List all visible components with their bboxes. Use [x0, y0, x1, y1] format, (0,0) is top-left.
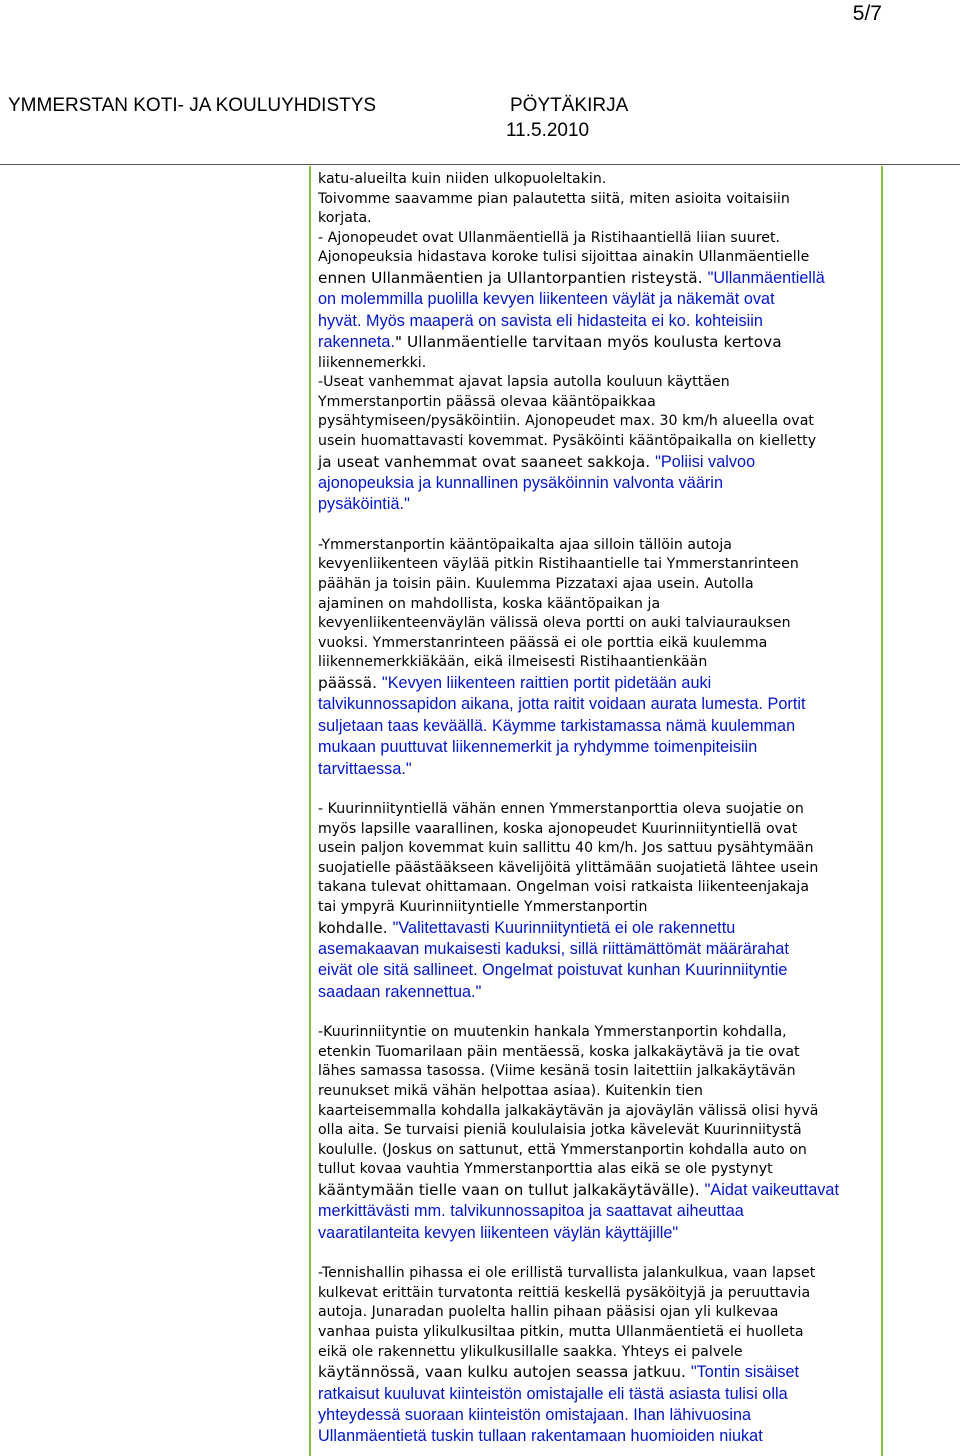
text-line: [318, 1384, 888, 1405]
minutes-text: autoja. Junaradan puolelta hallin pihaan pääsisi ojan yli kulkevaa: [318, 1304, 779, 1321]
text-line: [318, 939, 888, 960]
reply-text: vaaratilanteita kevyen liikenteen väylän käyttäjille": [318, 1223, 679, 1242]
reply-text: "Tontin sisäiset: [690, 1363, 800, 1382]
text-line: [318, 1223, 888, 1244]
minutes-text: eikä ole rakennettu ylikulkusillalle saakka. Yhteys ei palvele: [318, 1343, 743, 1360]
minutes-text: etenkin Tuomarilaan päin mentäessä, koska jalkakäytävä ja tie ovat: [318, 1043, 800, 1060]
text-line: [318, 898, 888, 918]
paragraph-gap: [318, 1244, 888, 1264]
text-line: [318, 473, 888, 494]
minutes-text: olla aita. Se turvaisi pieniä koululaisia jotka kävelevät Kuurinniitystä: [318, 1122, 802, 1139]
text-line: [318, 452, 888, 473]
reply-text: on molemmilla puolilla kevyen liikenteen väylät ja näkemät ovat: [318, 290, 775, 309]
text-line: [318, 311, 888, 332]
document-body: [318, 170, 888, 1448]
minutes-text: kääntymään tielle vaan on tullut jalkakäytävälle).: [318, 1180, 705, 1199]
text-line: [318, 1102, 888, 1122]
header-organization: YMMERSTAN KOTI- JA KOULUYHDISTYS: [8, 95, 377, 116]
reply-text: ratkaisut kuuluvat kiinteistön omistajalle eli tästä asiasta tulisi olla: [318, 1384, 788, 1403]
text-line: [318, 918, 888, 939]
paragraph: [318, 1264, 888, 1448]
reply-text: asemakaavan mukaisesti kaduksi, sillä riittämättömät määrärahat: [318, 939, 789, 958]
text-line: [318, 673, 888, 694]
minutes-text: päässä.: [318, 673, 382, 692]
text-line: [318, 412, 888, 432]
minutes-text: kulkevat erittäin turvatonta reittiä keskellä pysäköityjä ja peruuttavia: [318, 1284, 811, 1301]
reply-text: mukaan puuttuvat liikennemerkit ja ryhdymme toimenpiteisiin: [318, 738, 758, 757]
reply-text: "Aidat vaikeuttavat: [704, 1180, 840, 1199]
reply-text: eivät ole sitä sallineet. Ongelmat poistuvat kunhan Kuurinniityntie: [318, 961, 788, 980]
text-line: [318, 432, 888, 452]
minutes-text: suojatielle päästääkseen kävelijöitä ylittämään suojatietä lähtee usein: [318, 859, 819, 876]
minutes-text: kevyenliikenteenväylän välissä oleva portti on auki talviaurauksen: [318, 615, 791, 632]
text-line: [318, 614, 888, 634]
minutes-text: kohdalle.: [318, 918, 393, 937]
text-line: [318, 1303, 888, 1323]
minutes-text: ajaminen on mahdollista, koska kääntöpaikan ja: [318, 595, 661, 612]
reply-text: "Valitettavasti Kuurinniityntietä ei ole rakennettu: [392, 918, 736, 937]
text-line: [318, 1405, 888, 1426]
minutes-text: päähän ja toisin päin. Kuulemma Pizzataxi ajaa usein. Autolla: [318, 575, 754, 592]
minutes-text: -Kuurinniityntie on muutenkin hankala Ymmerstanportin kohdalla,: [318, 1024, 787, 1041]
reply-text: "Ullanmäentiellä: [707, 268, 825, 287]
text-line: [318, 209, 888, 229]
minutes-text: ja useat vanhemmat ovat saaneet sakkoja.: [318, 452, 656, 471]
text-line: [318, 653, 888, 673]
minutes-text: " Ullanmäentielle tarvitaan myös koulusta kertova: [395, 333, 782, 352]
text-line: [318, 536, 888, 556]
minutes-text: reunukset mikä vähän helpottaa asiaa). Kuitenkin tien: [318, 1082, 703, 1099]
minutes-text: vuoksi. Ymmerstanrinteen päässä ei ole porttia eikä kuulemma: [318, 634, 768, 651]
text-line: [318, 839, 888, 859]
text-line: [318, 1343, 888, 1363]
minutes-text: myös lapsille vaarallinen, koska ajonopeudet Kuurinniityntiellä ovat: [318, 820, 798, 837]
minutes-text: -Tennishallin pihassa ei ole erillistä turvallista jalankulkua, vaan lapset: [318, 1265, 816, 1282]
minutes-text: käytännössä, vaan kulku autojen seassa jatkuu.: [318, 1363, 691, 1382]
text-line: [318, 1284, 888, 1304]
text-line: [318, 354, 888, 374]
minutes-text: tullut kovaa vauhtia Ymmerstanporttia alas eikä se ole pystynyt: [318, 1161, 773, 1178]
text-line: [318, 694, 888, 715]
minutes-text: tai ympyrä Kuurinniityntielle Ymmerstanportin: [318, 898, 648, 915]
text-line: [318, 268, 888, 289]
text-line: [318, 595, 888, 615]
text-line: [318, 1160, 888, 1180]
minutes-text: kaarteisemmalla kohdalla jalkakäytävän ja ajoväylän välissä olisi hyvä: [318, 1102, 819, 1119]
text-line: [318, 982, 888, 1003]
text-line: [318, 859, 888, 879]
text-line: [318, 878, 888, 898]
minutes-text: pysähtymiseen/pysäköintiin. Ajonopeudet max. 30 km/h alueella ovat: [318, 413, 814, 430]
text-line: [318, 1023, 888, 1043]
text-line: [318, 332, 888, 353]
reply-text: suljetaan taas keväällä. Käymme tarkistamassa nämä kuulemman: [318, 716, 796, 735]
text-line: [318, 248, 888, 268]
paragraph: [318, 536, 888, 780]
text-line: [318, 1264, 888, 1284]
text-line: [318, 1121, 888, 1141]
text-line: [318, 494, 888, 515]
text-line: [318, 960, 888, 981]
minutes-text: -Useat vanhemmat ajavat lapsia autolla kouluun käyttäen: [318, 374, 730, 391]
text-line: [318, 393, 888, 413]
text-line: [318, 820, 888, 840]
minutes-text: vanhaa puista ylikulkusiltaa pitkin, mutta Ullanmäentietä ei huolleta: [318, 1323, 804, 1340]
text-line: [318, 1141, 888, 1161]
text-line: [318, 1201, 888, 1222]
text-line: [318, 716, 888, 737]
minutes-text: liikennemerkki.: [318, 354, 427, 371]
text-line: [318, 1323, 888, 1343]
text-line: [318, 634, 888, 654]
minutes-text: korjata.: [318, 210, 372, 227]
minutes-text: usein huomattavasti kovemmat. Pysäköinti kääntöpaikalla on kielletty: [318, 432, 817, 449]
reply-text: rakenneta.: [318, 333, 395, 352]
text-line: [318, 373, 888, 393]
text-line: [318, 575, 888, 595]
text-line: [318, 1062, 888, 1082]
paragraph-gap: [318, 1003, 888, 1023]
text-line: [318, 229, 888, 249]
reply-text: "Poliisi valvoo: [655, 452, 756, 471]
minutes-text: kevyenliikenteen väylää pitkin Ristihaantielle tai Ymmerstanrinteen: [318, 556, 799, 573]
reply-text: tarvittaessa.": [318, 759, 412, 778]
text-line: [318, 737, 888, 758]
minutes-text: usein paljon kovemmat kuin sallittu 40 km/h. Jos sattuu pysähtymään: [318, 840, 814, 857]
text-line: [318, 1362, 888, 1383]
paragraph-gap: [318, 516, 888, 536]
page-number: 5/7: [852, 2, 882, 25]
text-line: [318, 1180, 888, 1201]
text-line: [318, 170, 888, 190]
reply-text: Ullanmäentietä tuskin tullaan rakentamaan huomioiden niukat: [318, 1427, 763, 1446]
reply-text: merkittävästi mm. talvikunnossapitoa ja saattavat aiheuttaa: [318, 1202, 744, 1221]
paragraph: [318, 1023, 888, 1244]
header-document-type: PÖYTÄKIRJA: [510, 95, 629, 116]
text-line: [318, 555, 888, 575]
paragraph: [318, 800, 888, 1003]
text-line: [318, 759, 888, 780]
reply-text: "Kevyen liikenteen raittien portit pidetään auki: [381, 673, 712, 692]
reply-text: ajonopeuksia ja kunnallinen pysäköinnin valvonta väärin: [318, 473, 724, 492]
minutes-text: ennen Ullanmäentien ja Ullantorpantien risteystä.: [318, 268, 708, 287]
minutes-text: Ajonopeuksia hidastava koroke tulisi sijoittaa ainakin Ullanmäentielle: [318, 249, 810, 266]
minutes-text: lähes samassa tasossa. (Viime kesänä tosin laitettiin jalkakäytävän: [318, 1063, 796, 1080]
header-date: 11.5.2010: [506, 120, 590, 141]
reply-text: pysäköintiä.": [318, 495, 410, 514]
reply-text: talvikunnossapidon aikana, jotta raitit voidaan aurata lumesta. Portit: [318, 695, 806, 714]
minutes-text: koululle. (Joskus on sattunut, että Ymmerstanportin kohdalla auto on: [318, 1141, 807, 1158]
minutes-text: liikennemerkkiäkään, eikä ilmeisesti Ristihaantienkään: [318, 654, 708, 671]
text-line: [318, 1426, 888, 1447]
text-line: [318, 800, 888, 820]
minutes-text: - Ajonopeudet ovat Ullanmäentiellä ja Ristihaantiellä liian suuret.: [318, 229, 781, 246]
text-line: [318, 1043, 888, 1063]
minutes-text: takana tulevat ohittamaan. Ongelman voisi ratkaista liikenteenjakaja: [318, 879, 810, 896]
minutes-text: Ymmerstanportin päässä olevaa kääntöpaikkaa: [318, 393, 656, 410]
reply-text: saadaan rakennettua.": [318, 982, 482, 1001]
reply-text: yhteydessä suoraan kiinteistön omistajaan. Ihan lähivuosina: [318, 1405, 752, 1424]
reply-text: hyvät. Myös maaperä on savista eli hidasteita ei ko. kohteisiin: [318, 311, 763, 330]
minutes-text: katu-alueilta kuin niiden ulkopuoleltakin.: [318, 171, 607, 187]
text-line: [318, 190, 888, 210]
text-line: [318, 1082, 888, 1102]
paragraph: [318, 170, 888, 516]
minutes-text: Toivomme saavamme pian palautetta siitä, miten asioita voitaisiin: [318, 190, 790, 207]
text-line: [318, 289, 888, 310]
paragraph-gap: [318, 780, 888, 800]
header-divider: [0, 164, 960, 165]
minutes-text: -Ymmerstanportin kääntöpaikalta ajaa silloin tällöin autoja: [318, 536, 732, 553]
minutes-text: - Kuurinniityntiellä vähän ennen Ymmerstanporttia oleva suojatie on: [318, 800, 804, 817]
